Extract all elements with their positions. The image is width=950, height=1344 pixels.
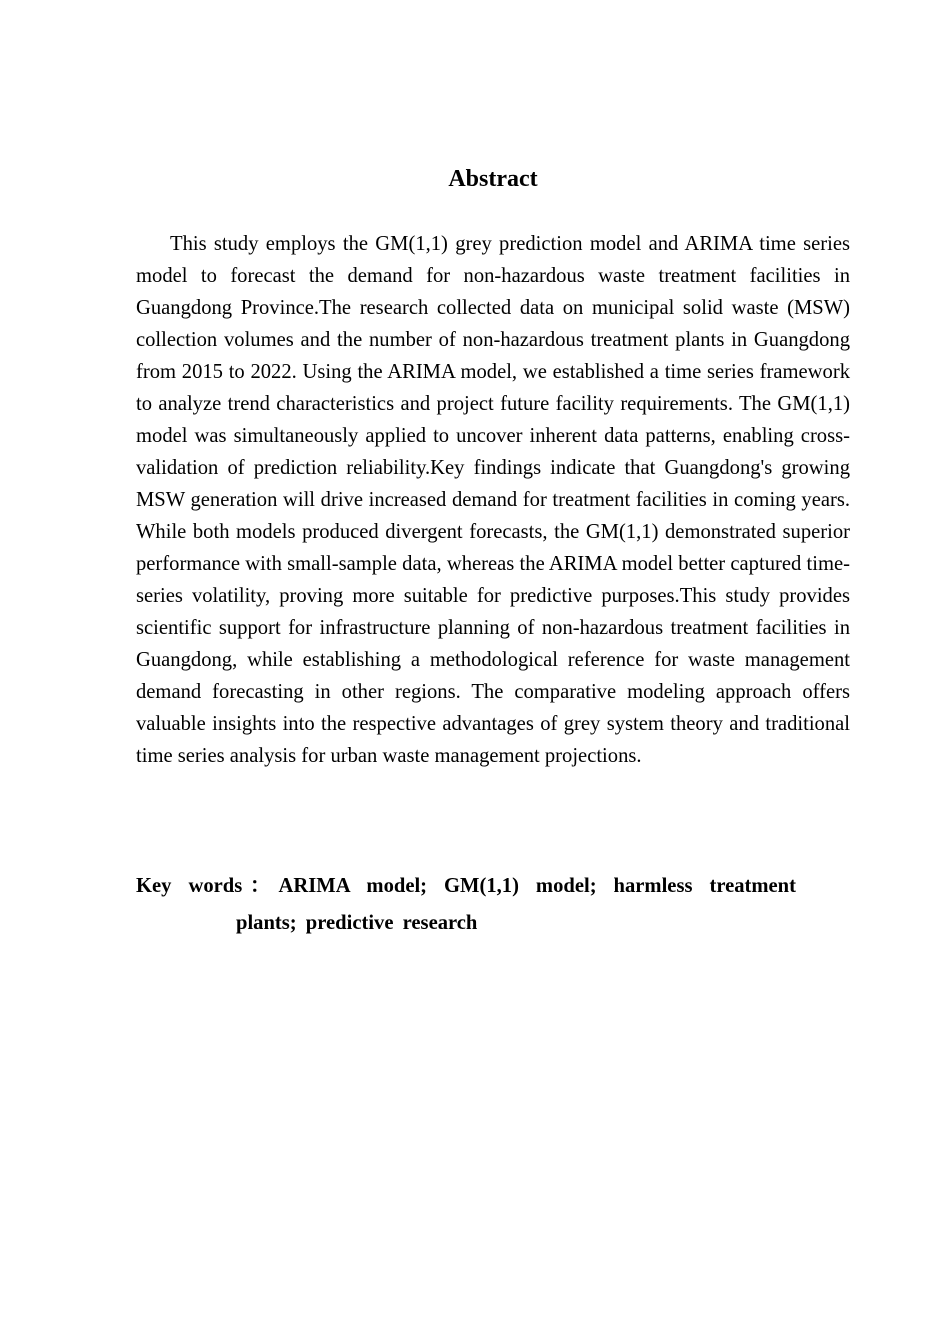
keywords-label: Key words： <box>136 875 279 897</box>
abstract-body: This study employs the GM(1,1) grey prediction model and ARIMA time series model to forecast the demand for non-hazardous waste treatment facilities in Guangdong Province.The research collected data on municipal solid waste (MSW) collection volumes and the number of non-hazardous treatment plants in Guangdong from 2015 to 2022. Using the ARIMA model, we established a time series framework to analyze trend characteristics and project future facility requirements. The GM(1,1) model was simultaneously applied to uncover inherent data patterns, enabling cross-validation of prediction reliability.Key findings indicate that Guangdong's growing MSW generation will drive increased demand for treatment facilities in coming years. While both models produced divergent forecasts, the GM(1,1) demonstrated superior performance with small-sample data, whereas the ARIMA model better captured time-series volatility, proving more suitable for predictive purposes.This study provides scientific support for infrastructure planning of non-hazardous treatment facilities in Guangdong, while establishing a methodological reference for waste management demand forecasting in other regions. The comparative modeling approach offers valuable insights into the respective advantages of grey system theory and traditional time series analysis for urban waste management projections. <box>136 233 850 767</box>
abstract-title: Abstract <box>448 166 538 192</box>
keywords <box>136 868 796 942</box>
keywords-text: ARIMA model; GM(1,1) model; harmless treatment plants; predictive research <box>236 875 796 934</box>
